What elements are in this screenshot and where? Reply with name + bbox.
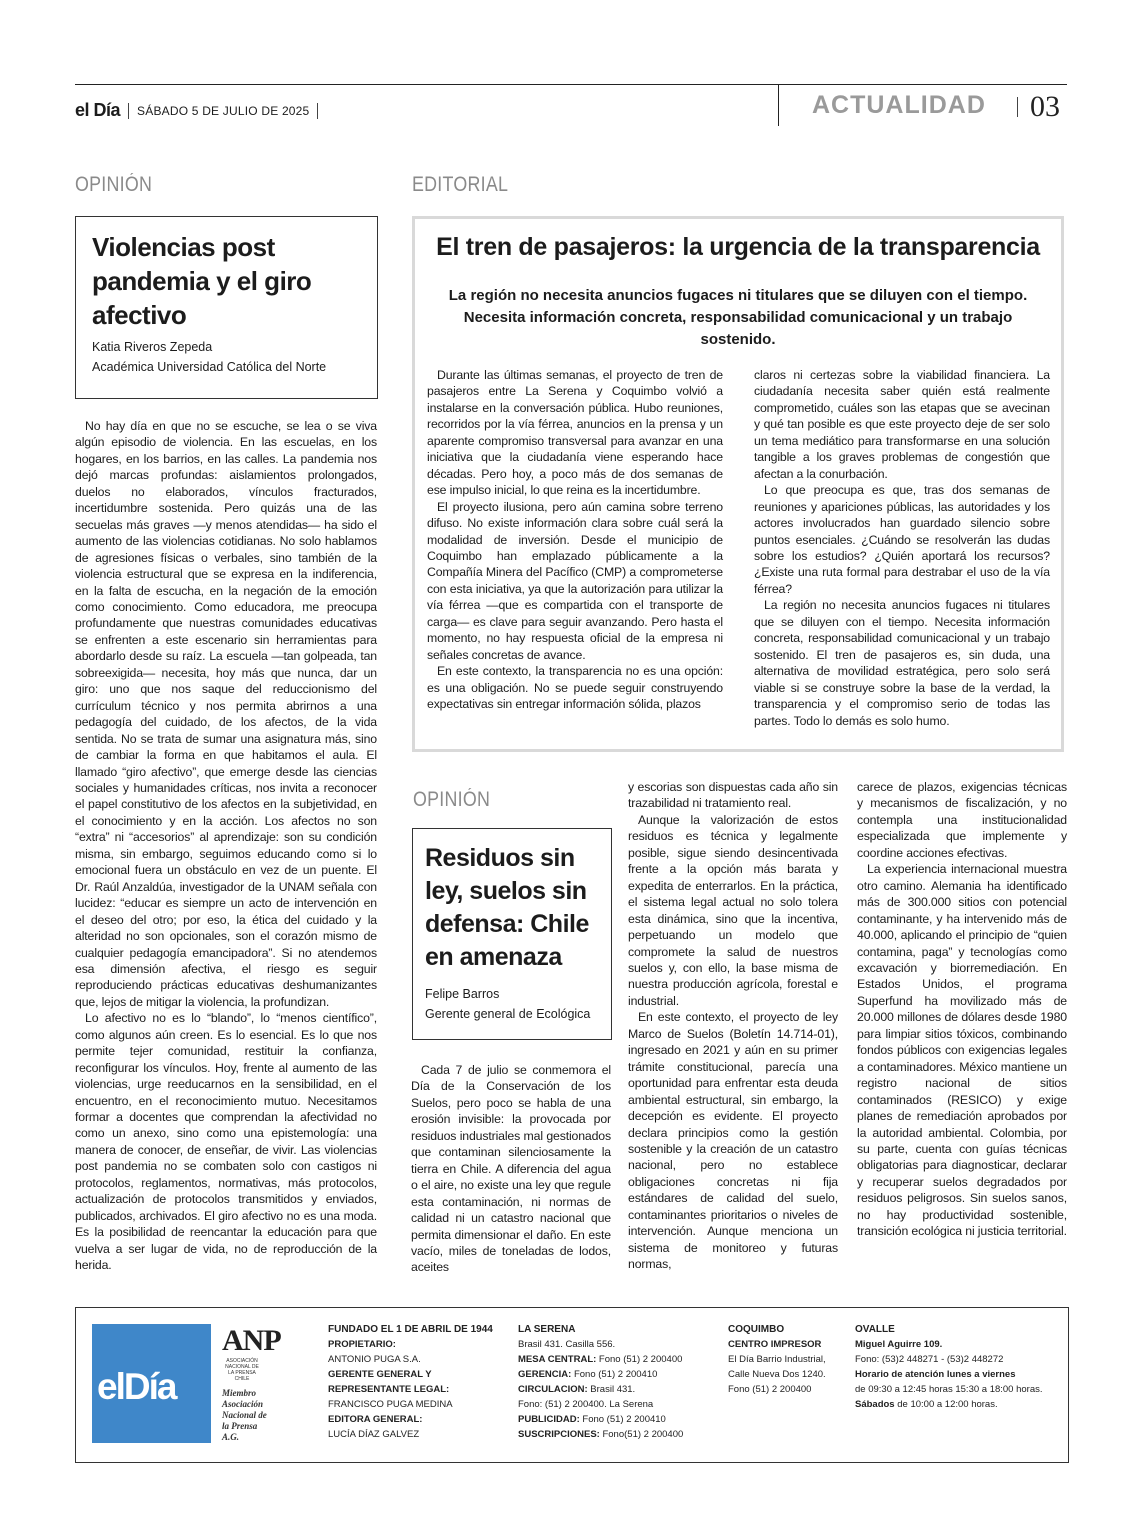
opinion2-col3 (857, 779, 1067, 1240)
title-line: pandemia y el giro (92, 266, 312, 296)
paragraph: En este contexto, la transparencia no es una opción: es una obligación. No se puede seguir construyendo expectativas sin entregar información sólida, plazos (427, 664, 723, 712)
footer-line: SUSCRIPCIONES: Fono(51) 2 200400 (518, 1429, 684, 1440)
header-rule (75, 84, 1067, 85)
editorial-subtitle: La región no necesita anuncios fugaces ni titulares que se diluyen con el tiempo. Necesita información concreta, responsabilidad comunicacional y un trabajo sostenido. (448, 287, 1028, 348)
footer-line: CIRCULACION: Brasil 431. (518, 1384, 636, 1395)
paragraph: En este contexto, el proyecto de ley Marco de Suelos (Boletín 14.714-01), ingresado en 2021 y aún en su primer trámite constitucional, parecía una oportunidad para enfrentar esta deuda ambiental estructural, sin embargo, la decepción es evidente. El proyecto declara principios como la gestión sostenible y la creación de un catastro nacional, pero no establece obligaciones concretas ni fija estándares de calidad del suelo, contaminantes prioritarios o niveles de intervención. Aunque menciona un sistema de monitoreo y futuras normas, (628, 1010, 838, 1272)
footer-line: LUCÍA DÍAZ GALVEZ (328, 1429, 420, 1440)
title-line: Violencias post (92, 232, 275, 262)
footer-line: ANTONIO PUGA S.A. (328, 1354, 421, 1365)
footer-line: de 09:30 a 12:45 horas 15:30 a 18:00 horas. (855, 1384, 1043, 1395)
masthead-logo: el Día (75, 100, 121, 120)
author-role: Académica Universidad Católica del Norte (92, 360, 327, 374)
footer-line: Fono (51) 2 200400 (728, 1384, 812, 1395)
title-line: afectivo (92, 300, 187, 330)
opinion2-label: OPINIÓN (413, 788, 491, 811)
opinion2-title (425, 842, 605, 974)
footer-line: Horario de atención lunes a viernes (855, 1369, 1016, 1380)
paragraph: No hay día en que no se escuche, se lea o se viva algún episodio de violencia. En las escuelas, en los hogares, en los barrios, en las calles. La pandemia nos dejó marcas profundas: aislamientos prolongados, duelos no elaborados, vínculos fracturados, incertidumbre sostenida. Pero quizás una de las secuelas más graves —y menos atendidas— ha sido el aumento de las violencias cotidianas. No solo hablamos de agresiones físicas o verbales, sino también de la violencia estructural que se expresa en la indiferencia, en la falta de escucha, en la negación de la emoción como conocimiento. Como educadora, me preocupa profundamente que nuestras comunidades educativas se enfrenten a este escenario sin herramientas para abordarlo desde su raíz. La escuela —tan golpeada, tan sobreexigida— necesita, hoy más que nunca, dar un giro: uno que nos saque del reduccionismo del currículum técnico y nos permita abrirnos a una pedagogía del cuidado, de los afectos, de la vida sentida. No se trata de sumar una asignatura más, sino de cambiar la forma en que habitamos el aula. El llamado “giro afectivo”, que emerge desde las ciencias sociales y humanidades críticas, nos invita a reconocer el papel constitutivo de los afectos en la subjetividad, en el conocimiento y en la acción. Los afectos no son “extra” ni “accesorios” al aprendizaje: son su condición misma, sin embargo, seguimos educando como si lo emocional fuera un obstáculo en vez de un puente. El Dr. Raúl Anzaldúa, investigador de la UNAM señala con lucidez: “educar es siempre un acto de intervención en el deseo del otro; por eso, la ética del cuidado y la alteridad no son opcionales, son el corazón mismo de cualquier pedagogía emancipadora”. Si no atendemos esa dimensión afectiva, el riesgo es seguir reproduciendo prácticas educativas deshumanizantes que, lejos de mitigar la violencia, la profundizan. (75, 419, 377, 1009)
header-vertical-rule (778, 84, 779, 126)
author-name: Felipe Barros (425, 987, 500, 1001)
page-number: 03 (1030, 90, 1060, 123)
opinion1-label: OPINIÓN (75, 173, 153, 196)
footer-col-ovalle: OVALLE Miguel Aguirre 109. Fono: (53)2 448271 - (53)2 448272 Horario de atención lunes a viernes de 09:30 a 12:45 horas 15:30 a 18:00 horas. Sábados de 10:00 a 12:00 horas. (855, 1322, 1060, 1412)
opinion1-byline (92, 337, 372, 377)
paragraph: Cada 7 de julio se conmemora el Día de la Conservación de los Suelos, pero poco se habla de una erosión invisible: la provocada por residuos industriales mal gestionados que contaminan silenciosamente la tierra en Chile. A diferencia del agua o el aire, no existe una ley que regule esta contaminación, ni normas de calidad ni un catastro nacional que permita dimensionar el daño. En este vacío, miles de toneladas de lodos, aceites (411, 1063, 611, 1275)
header-divider (317, 103, 318, 119)
page-divider (1017, 97, 1018, 117)
opinion2-col1 (411, 1062, 611, 1276)
paragraph: claros ni certezas sobre la viabilidad financiera. La ciudadanía necesita saber quién está realmente comprometido, cuáles son las etapas que se avecinan y qué tan posible es que este proyecto deje de ser solo un tema mediático para transformarse en una solución tangible a los graves problemas de congestión que afectan a la conurbación. (754, 368, 1050, 481)
footer-line: Fono: (53)2 448271 - (53)2 448272 (855, 1354, 1004, 1365)
paragraph: Durante las últimas semanas, el proyecto de tren de pasajeros entre La Serena y Coquimbo volvió a instalarse en la conversación pública. Hubo reuniones, recorridos por la vía férrea, anuncios en la prensa y un aparente compromiso transversal para avanzar en una iniciativa que la ciudadanía viene esperando hace décadas. Pero hoy, a poco más de dos semanas de ese impulso inicial, lo que reina es la incertidumbre. (427, 368, 723, 498)
opinion1-body (75, 418, 377, 1274)
paragraph: y escorias son dispuestas cada año sin trazabilidad ni tratamiento real. (628, 780, 838, 811)
footer-line: CENTRO IMPRESOR (728, 1339, 822, 1350)
anp-membership-note: Miembro Asociación Nacional de la Prensa A.G. (222, 1388, 267, 1442)
opinion1-title (92, 230, 362, 332)
opinion2-byline (425, 984, 609, 1024)
paragraph: La experiencia internacional muestra otro camino. Alemania ha identificado más de 300.000 sitios con potencial contaminante, y ha intervenido más de 40.000, aplicando el principio de “quien contamina, paga” y tecnologías como excavación y biorremediación. En Estados Unidos, el programa Superfund ha movilizado más de 20.000 millones de dólares desde 1980 para limpiar sitios tóxicos, combinando fondos públicos con exigencias legales a contaminadores. México mantiene un registro nacional de sitios contaminados (RESICO) y exige planes de remediación aprobados por la autoridad ambiental. Colombia, por su parte, cuenta con guías técnicas obligatorias para diagnosticar, declarar y recuperar suelos degradados por residuos peligrosos. Sin suelos sanos, no hay productividad sostenible, transición ecológica ni justicia territorial. (857, 862, 1067, 1239)
footer-line: PUBLICIDAD: Fono (51) 2 200410 (518, 1414, 666, 1425)
title-line: ley, suelos sin (425, 877, 587, 905)
title-line: en amenaza (425, 943, 562, 971)
footer-line: GERENTE GENERAL Y (328, 1369, 432, 1380)
footer-line: GERENCIA: Fono (51) 2 200410 (518, 1369, 658, 1380)
footer-line: Brasil 431. Casilla 556. (518, 1339, 616, 1350)
paragraph: carece de plazos, exigencias técnicas y mecanismos de fiscalización, y no contempla una institucionalidad especializada que implemente y coordine acciones efectivas. (857, 780, 1067, 860)
footer-line: Calle Nueva Dos 1240. (728, 1369, 826, 1380)
el-dia-logo: elDía (92, 1324, 211, 1443)
footer-line: Fono: (51) 2 200400. La Serena (518, 1399, 654, 1410)
footer-line: Sábados de 10:00 a 12:00 horas. (855, 1399, 998, 1410)
footer-col-coquimbo: COQUIMBO CENTRO IMPRESOR El Día Barrio Industrial, Calle Nueva Dos 1240. Fono (51) 2 200400 (728, 1322, 848, 1397)
footer-line: EDITORA GENERAL: (328, 1414, 423, 1425)
paragraph: Lo afectivo no es lo “blando”, lo “menos científico”, como algunos aún creen. Es lo esencial. Es lo que nos permite tejer comunidad, restituir la confianza, reconfigurar los vínculos. Hoy, frente al aumento de las violencias, urge reeducarnos en la sensibilidad, en el encuentro, en el reconocimiento mutuo. Necesitamos formar a docentes que comprendan la afectividad no como un anexo, sino como una epistemología: una manera de conocer, de enseñar, de vivir. Las violencias post pandemia no se combaten solo con castigos ni protocolos, reglamentos, normativas, más protocolos, actualización de protocolos transmitidos y enviados, publicados, archivados. El giro afectivo no es una moda. Es la posibilidad de reencantar la educación para que vuelva a ser lugar de vida, no de reproducción de la herida. (75, 1011, 377, 1273)
paragraph: La región no necesita anuncios fugaces ni titulares que se diluyen con el tiempo. Necesita información concreta, responsabilidad comunicacional y un trabajo sostenido. El tren de pasajeros es, sin duda, una alternativa de movilidad estratégica, pero solo será viable si se construye sobre la base de la verdad, la transparencia y el compromiso serio de todas las partes. Todo lo demás es solo humo. (754, 598, 1050, 728)
editorial-label: EDITORIAL (412, 173, 509, 196)
paragraph: Aunque la valorización de estos residuos es técnica y legalmente posible, sigue siendo desincentivada frente a la opción más barata y expedita de enterrarlos. En la práctica, el sistema legal actual no solo tolera esta dinámica, sino que la incentiva, perpetuando un modelo que compromete la salud de nuestros suelos y, con ello, la base misma de nuestra producción agrícola, forestal e industrial. (628, 812, 838, 1008)
editorial-col2 (754, 367, 1050, 729)
title-line: Residuos sin (425, 844, 575, 872)
title-line: defensa: Chile (425, 910, 589, 938)
footer-line: El Día Barrio Industrial, (728, 1354, 826, 1365)
author-name: Katia Riveros Zepeda (92, 340, 213, 354)
header-left (75, 100, 318, 121)
footer-col-la-serena: LA SERENA Brasil 431. Casilla 556. MESA CENTRAL: Fono (51) 2 200400 GERENCIA: Fono (51) 2 200410 CIRCULACION: Brasil 431. Fono: (51) 2 200400. La Serena PUBLICIDAD: Fono (51) 2 200410 SUSCRIPCIONES: Fono(51) 2 200400 (518, 1322, 713, 1442)
paragraph: El proyecto ilusiona, pero aún camina sobre terreno difuso. No existe información clara sobre cuál será la modalidad de inversión. Desde el municipio de Coquimbo han emplazado públicamente a la Compañía Minera del Pacífico (CMP) a comprometerse con esta iniciativa, ya que la autorización para utilizar la vía férrea —que es compartida con el transporte de carga— es clave para seguir avanzando. Pero hasta el momento, no hay respuesta oficial de la empresa ni señales concretas de avance. (427, 499, 723, 662)
anp-logo: ANP ASOCIACIÓN NACIONAL DE LA PRENSA CHILE (222, 1324, 281, 1382)
footer-line: MESA CENTRAL: Fono (51) 2 200400 (518, 1354, 683, 1365)
footer-line: Miguel Aguirre 109. (855, 1339, 943, 1350)
section-name: ACTUALIDAD (812, 91, 986, 119)
paragraph: Lo que preocupa es que, tras dos semanas de reuniones y apariciones públicas, las autoridades y los actores involucrados han guardado silencio sobre puntos esenciales. ¿Cuándo se resolverán las dudas sobre los estudios? ¿Quién aportará los recursos? ¿Existe una ruta formal para destrabar el uso de la vía férrea? (754, 483, 1050, 596)
footer-line: REPRESENTANTE LEGAL: (328, 1384, 450, 1395)
footer-line: PROPIETARIO: (328, 1339, 396, 1350)
header-divider (128, 103, 129, 119)
author-role: Gerente general de Ecológica (425, 1007, 591, 1021)
footer-line: FRANCISCO PUGA MEDINA (328, 1399, 453, 1410)
editorial-title: El tren de pasajeros: la urgencia de la transparencia (436, 233, 1040, 261)
opinion2-col2 (628, 779, 838, 1273)
footer-col-founding: FUNDADO EL 1 DE ABRIL DE 1944 PROPIETARIO: ANTONIO PUGA S.A. GERENTE GENERAL Y REPRESENTANTE LEGAL: FRANCISCO PUGA MEDINA EDITORA GENERAL: LUCÍA DÍAZ GALVEZ (328, 1322, 508, 1442)
issue-date: SÁBADO 5 DE JULIO DE 2025 (137, 103, 310, 118)
editorial-col1 (427, 367, 723, 713)
